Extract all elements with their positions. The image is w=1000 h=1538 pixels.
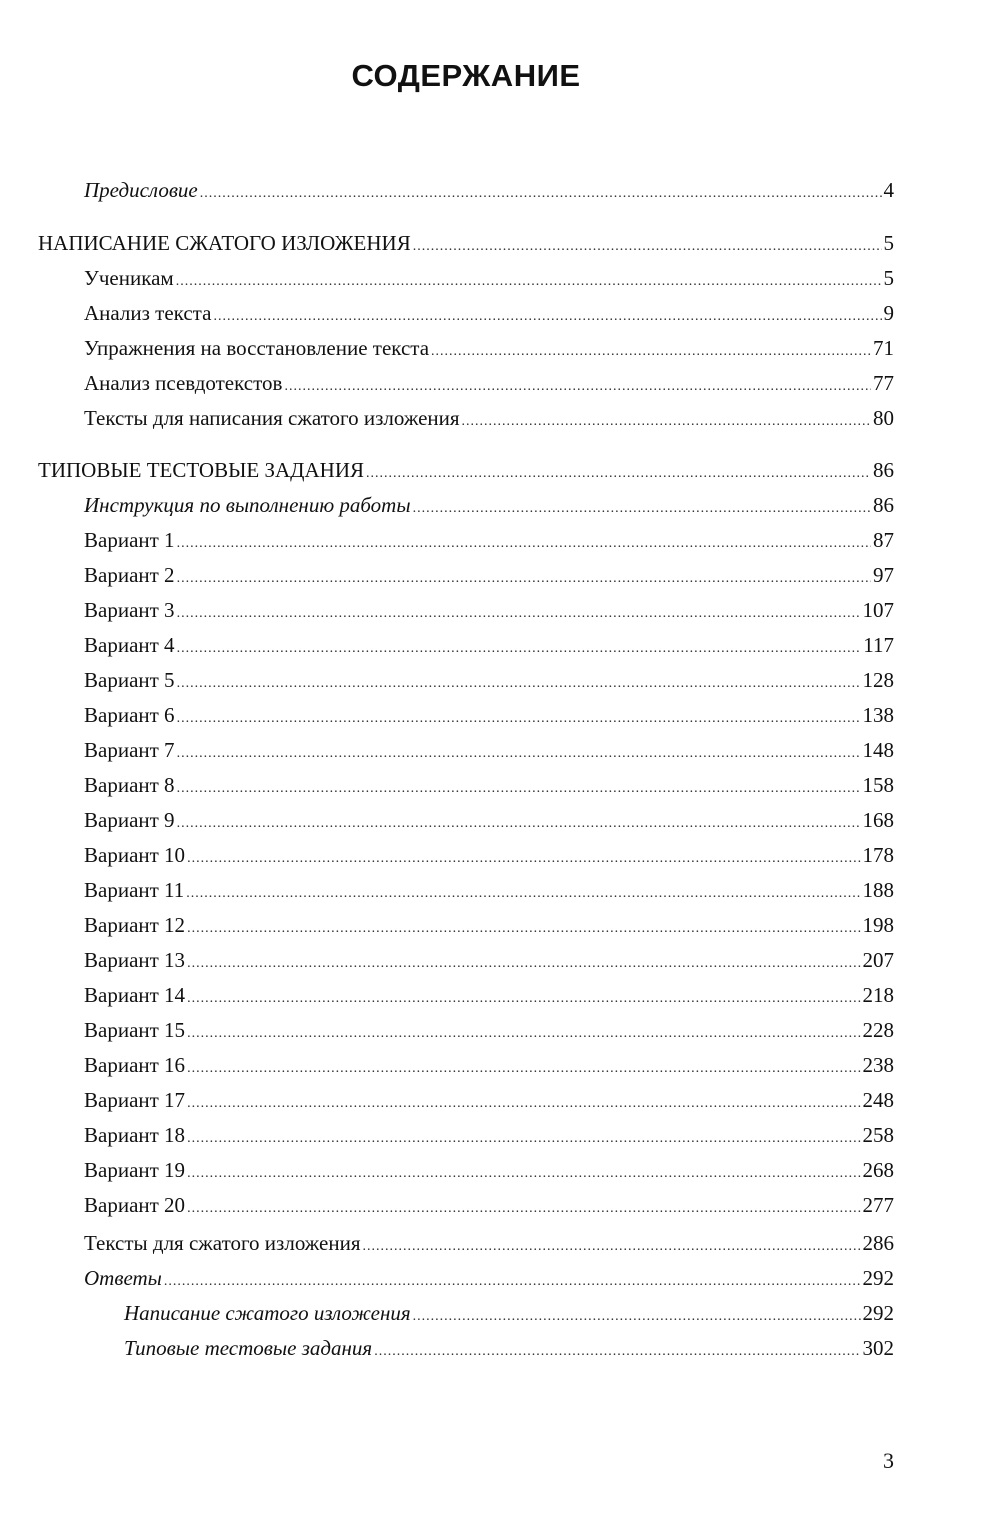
toc-entry-title: НАПИСАНИЕ СЖАТОГО ИЗЛОЖЕНИЯ	[38, 231, 411, 255]
toc-entry-page: 292	[862, 1301, 894, 1325]
dot-leader	[177, 529, 871, 559]
toc-entry-title: Вариант 6	[84, 703, 175, 727]
toc-entry-page: 80	[873, 406, 894, 430]
toc-entry-page: 207	[862, 948, 894, 972]
toc-entry-page: 178	[862, 843, 894, 867]
toc-entry[interactable]	[84, 665, 894, 695]
toc-entry-title: Инструкция по выполнению работы	[84, 493, 411, 517]
dot-leader	[462, 407, 871, 437]
toc-entry-title: Написание сжатого изложения	[124, 1301, 411, 1325]
toc-entry-title: Вариант 11	[84, 878, 185, 902]
toc-entry-title: Тексты для сжатого изложения	[84, 1231, 361, 1255]
toc-entry-title: Вариант 10	[84, 843, 186, 867]
dot-leader	[363, 1232, 861, 1262]
toc-entry-page: 86	[873, 493, 894, 517]
toc-entry[interactable]	[84, 980, 894, 1010]
toc-entry[interactable]	[84, 595, 894, 625]
toc-entry[interactable]	[84, 770, 894, 800]
toc-entry-page: 218	[862, 983, 894, 1007]
dot-leader	[187, 1124, 860, 1154]
dot-leader	[213, 302, 881, 332]
toc-entry-page: 9	[883, 301, 894, 325]
dot-leader	[413, 494, 871, 524]
toc-entry[interactable]	[84, 298, 894, 328]
toc-entry-title: Ученикам	[84, 266, 174, 290]
toc-entry[interactable]	[84, 1263, 894, 1293]
toc-entry-title: Вариант 2	[84, 563, 175, 587]
toc-entry-title: Вариант 18	[84, 1123, 186, 1147]
toc-entry[interactable]	[84, 875, 894, 905]
dot-leader	[413, 1302, 861, 1332]
toc-entry-page: 168	[862, 808, 894, 832]
toc-entry-page: 248	[862, 1088, 894, 1112]
toc-entry-page: 77	[873, 371, 894, 395]
dot-leader	[187, 1054, 860, 1084]
toc-entry[interactable]	[84, 1190, 894, 1220]
toc-entry-title: Вариант 19	[84, 1158, 186, 1182]
toc-entry-page: 198	[862, 913, 894, 937]
toc-entry-page: 128	[862, 668, 894, 692]
toc-entry-page: 87	[873, 528, 894, 552]
toc-entry-title: Вариант 9	[84, 808, 175, 832]
toc-entry[interactable]	[84, 735, 894, 765]
toc-entry-title: Вариант 5	[84, 668, 175, 692]
toc-entry[interactable]	[84, 1228, 894, 1258]
dot-leader	[177, 599, 861, 629]
toc-entry-page: 158	[862, 773, 894, 797]
toc-entry-page: 117	[863, 633, 894, 657]
toc-entry[interactable]	[84, 263, 894, 293]
toc-entry-page: 107	[862, 598, 894, 622]
toc-entry-title: Анализ текста	[84, 301, 212, 325]
toc-entry[interactable]	[84, 560, 894, 590]
toc-entry[interactable]	[84, 333, 894, 363]
dot-leader	[177, 669, 861, 699]
toc-entry[interactable]	[84, 700, 894, 730]
toc-entry-title: Вариант 14	[84, 983, 186, 1007]
toc-entry-page: 277	[862, 1193, 894, 1217]
dot-leader	[187, 914, 860, 944]
dot-leader	[366, 459, 871, 489]
toc-entry-page: 188	[862, 878, 894, 902]
toc-entry-page: 71	[873, 336, 894, 360]
toc-entry-title: ТИПОВЫЕ ТЕСТОВЫЕ ЗАДАНИЯ	[38, 458, 365, 482]
dot-leader	[177, 704, 861, 734]
dot-leader	[374, 1337, 860, 1367]
toc-entry-page: 4	[883, 178, 894, 202]
toc-entry-title: Вариант 13	[84, 948, 186, 972]
toc-entry[interactable]	[84, 1015, 894, 1045]
dot-leader	[187, 1019, 860, 1049]
toc-entry-page: 5	[883, 231, 894, 255]
dot-leader	[164, 1267, 861, 1297]
toc-entry-title: Вариант 16	[84, 1053, 186, 1077]
dot-leader	[186, 879, 860, 909]
toc-entry-page: 286	[862, 1231, 894, 1255]
dot-leader	[187, 984, 860, 1014]
toc-entry-title: Предисловие	[84, 178, 198, 202]
toc-entry[interactable]	[84, 525, 894, 555]
toc-entry[interactable]	[84, 945, 894, 975]
toc-entry-page: 268	[862, 1158, 894, 1182]
toc-entry-page: 148	[862, 738, 894, 762]
toc-entry-title: Вариант 3	[84, 598, 175, 622]
dot-leader	[177, 739, 861, 769]
toc-entry-title: Тексты для написания сжатого изложения	[84, 406, 460, 430]
toc-entry-title: Вариант 7	[84, 738, 175, 762]
toc-entry[interactable]	[84, 630, 894, 660]
dot-leader	[187, 1159, 860, 1189]
toc-entry-title: Вариант 4	[84, 633, 175, 657]
toc-entry-title: Вариант 15	[84, 1018, 186, 1042]
dot-leader	[177, 774, 861, 804]
toc-entry-page: 228	[862, 1018, 894, 1042]
toc-entry-title: Анализ псевдотекстов	[84, 371, 283, 395]
dot-leader	[200, 179, 882, 209]
toc-entry-page: 138	[862, 703, 894, 727]
toc-entry[interactable]	[84, 1120, 894, 1150]
toc-entry[interactable]	[124, 1298, 894, 1328]
toc-entry[interactable]	[84, 840, 894, 870]
dot-leader	[431, 337, 871, 367]
toc-entry[interactable]	[84, 1085, 894, 1115]
page-number: 3	[883, 1448, 894, 1473]
dot-leader	[177, 634, 862, 664]
toc-entry[interactable]	[38, 455, 894, 485]
toc-entry-title: Ответы	[84, 1266, 162, 1290]
toc-entry-title: Вариант 8	[84, 773, 175, 797]
toc-entry-page: 238	[862, 1053, 894, 1077]
dot-leader	[187, 844, 860, 874]
toc-entry[interactable]	[84, 1050, 894, 1080]
dot-leader	[284, 372, 871, 402]
dot-leader	[176, 267, 882, 297]
dot-leader	[187, 949, 860, 979]
toc-entry[interactable]	[124, 1333, 894, 1363]
toc-entry[interactable]	[38, 228, 894, 258]
toc-entry-page: 97	[873, 563, 894, 587]
toc-entry-page: 5	[883, 266, 894, 290]
dot-leader	[413, 232, 882, 262]
toc-entry-page: 292	[862, 1266, 894, 1290]
toc-entry[interactable]	[84, 910, 894, 940]
toc-entry-title: Вариант 1	[84, 528, 175, 552]
dot-leader	[177, 809, 861, 839]
dot-leader	[187, 1194, 860, 1224]
toc-entry-title: Вариант 12	[84, 913, 186, 937]
toc-entry-title: Вариант 17	[84, 1088, 186, 1112]
toc-entry[interactable]	[84, 490, 894, 520]
toc-entry-page: 86	[873, 458, 894, 482]
toc-entry[interactable]	[84, 805, 894, 835]
toc-entry-page: 302	[862, 1336, 894, 1360]
toc-entry-title: Упражнения на восстановление текста	[84, 336, 430, 360]
toc-entry-page: 258	[862, 1123, 894, 1147]
dot-leader	[187, 1089, 860, 1119]
toc-entry[interactable]	[84, 403, 894, 433]
toc-entry-title: Типовые тестовые задания	[124, 1336, 373, 1360]
toc-entry[interactable]	[84, 1155, 894, 1185]
toc-entry[interactable]	[84, 368, 894, 398]
page-title: СОДЕРЖАНИЕ	[351, 58, 581, 93]
toc-entry[interactable]	[84, 175, 894, 205]
toc-entry-title: Вариант 20	[84, 1193, 186, 1217]
dot-leader	[177, 564, 871, 594]
